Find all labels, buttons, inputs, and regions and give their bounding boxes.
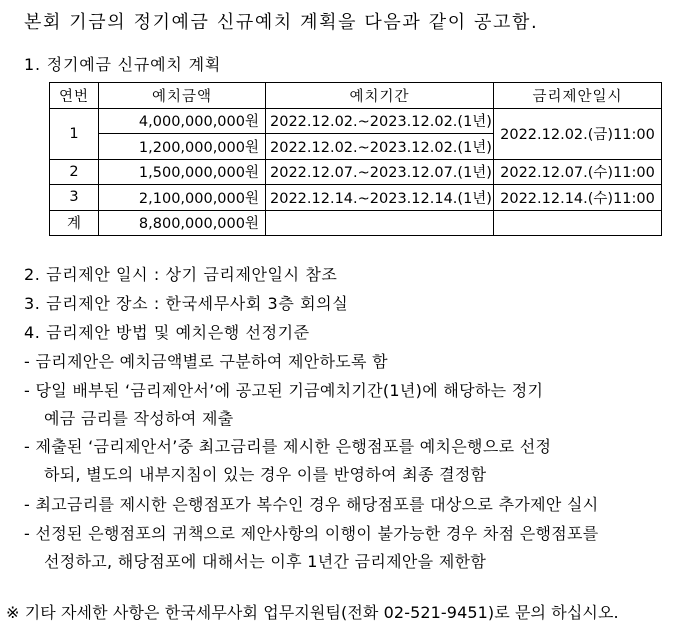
- row-period: 2022.12.02.~2023.12.02.(1년): [266, 108, 494, 134]
- criteria-item-continued: 예금 금리를 작성하여 제출: [44, 409, 234, 428]
- row-no: 3: [50, 185, 99, 211]
- criteria-item-continued: 하되, 별도의 내부지침이 있는 경우 이를 반영하여 최종 결정함: [44, 465, 487, 484]
- row-no: 1: [50, 108, 99, 159]
- deposit-plan-table: [49, 82, 662, 236]
- row-proposal-time: 2022.12.07.(수)11:00: [494, 159, 662, 185]
- criteria-item: - 최고금리를 제시한 은행점포가 복수인 경우 해당점포를 대상으로 추가제안 실시: [24, 495, 599, 514]
- table-total-row: [50, 210, 662, 236]
- table-row: [50, 159, 662, 185]
- item-2-proposal-time: 2. 금리제안 일시 : 상기 금리제안일시 참조: [24, 265, 338, 284]
- row-proposal-time: 2022.12.14.(수)11:00: [494, 185, 662, 211]
- total-proposal-time: [494, 210, 662, 236]
- criteria-item: - 선정된 은행점포의 귀책으로 제안사항의 이행이 불가능한 경우 차점 은행점포를: [24, 524, 599, 543]
- criteria-item-continued: 선정하고, 해당점포에 대해서는 이후 1년간 금리제안을 제한함: [44, 552, 487, 571]
- row-proposal-time: 2022.12.02.(금)11:00: [494, 108, 662, 159]
- row-period: 2022.12.07.~2023.12.07.(1년): [266, 159, 494, 185]
- row-amount: 1,200,000,000원: [99, 134, 266, 160]
- row-amount: 1,500,000,000원: [99, 159, 266, 185]
- header-amount: 예치금액: [99, 83, 266, 109]
- row-period: 2022.12.02.~2023.12.02.(1년): [266, 134, 494, 160]
- header-no: 연번: [50, 83, 99, 109]
- criteria-item: - 당일 배부된 ‘금리제안서’에 공고된 기금예치기간(1년)에 해당하는 정기: [24, 381, 544, 400]
- table-row: [50, 185, 662, 211]
- header-period: 예치기간: [266, 83, 494, 109]
- notice-intro: 본회 기금의 정기예금 신규예치 계획을 다음과 같이 공고함.: [24, 12, 539, 33]
- item-3-proposal-place: 3. 금리제안 장소 : 한국세무사회 3층 회의실: [24, 294, 349, 313]
- row-amount: 2,100,000,000원: [99, 185, 266, 211]
- criteria-item: - 금리제안은 예치금액별로 구분하여 제안하도록 함: [24, 352, 388, 371]
- row-amount: 4,000,000,000원: [99, 108, 266, 134]
- total-label: 계: [50, 210, 99, 236]
- row-no: 2: [50, 159, 99, 185]
- total-period: [266, 210, 494, 236]
- row-period: 2022.12.14.~2023.12.14.(1년): [266, 185, 494, 211]
- criteria-item: - 제출된 ‘금리제안서’중 최고금리를 제시한 은행점포를 예치은행으로 선정: [24, 437, 552, 456]
- contact-note: ※ 기타 자세한 사항은 한국세무사회 업무지원팀(전화 02-521-9451)로 문의 하십시오.: [6, 603, 619, 622]
- item-4-method-criteria: 4. 금리제안 방법 및 예치은행 선정기준: [24, 323, 310, 342]
- section-1-title: 1. 정기예금 신규예치 계획: [24, 55, 222, 74]
- total-amount: 8,800,000,000원: [99, 210, 266, 236]
- header-proposal-time: 금리제안일시: [494, 83, 662, 109]
- table-row: [50, 108, 662, 134]
- table-header-row: [50, 83, 662, 109]
